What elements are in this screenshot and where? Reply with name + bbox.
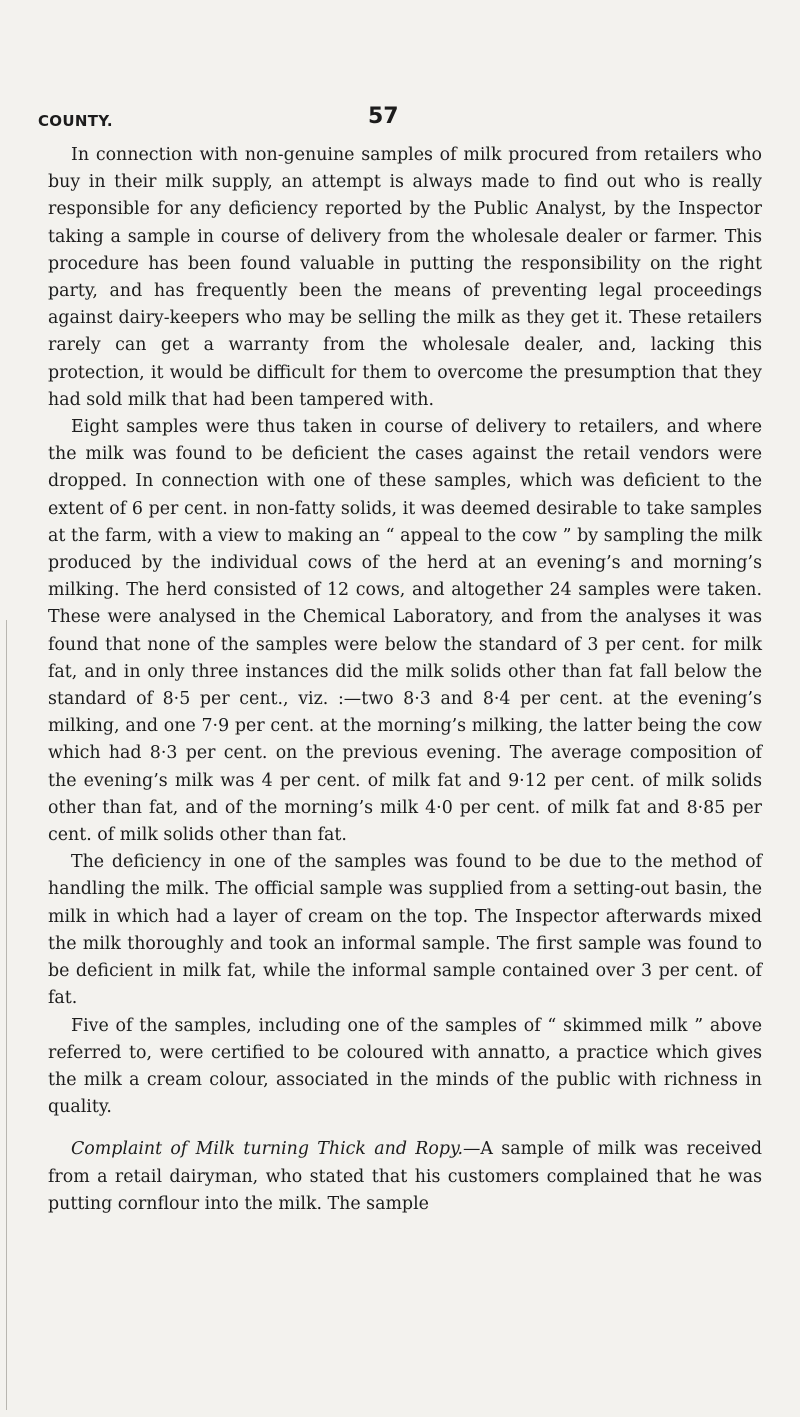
paragraph-handling-deficiency: The deficiency in one of the samples was found to be due to the method of handling the milk. The official sample was supplied from a setting-out basin, the milk in which had a layer of cream on the top. The Inspector afterwards mixed the milk thoroughly and took an informal sample. The first sample was found to be deficient in milk fat, while the informal sample contained over 3 per cent. of fat. bbox=[48, 852, 762, 1009]
page-edge-shadow bbox=[6, 620, 7, 1410]
body-text bbox=[48, 142, 762, 1218]
section-complaint bbox=[48, 1136, 762, 1218]
running-header bbox=[38, 104, 762, 132]
paragraph-retailer-samples: In connection with non-genuine samples of milk procured from retailers who buy in their milk supply, an attempt is always made to find out who is really responsible for any deficiency reported by the Public Analyst, by the Inspector taking a sample in course of delivery from the wholesale dealer or farmer. This procedure has been found valuable in putting the responsibility on the right party, and has frequently been the means of preventing legal proceedings against dairy-keepers who may be selling the milk as they get it. These retailers rarely can get a warranty from the wholesale dealer, and, lacking this protection, it would be difficult for them to overcome the presumption that they had sold milk that had been tampered with. bbox=[48, 145, 762, 410]
section-heading: Complaint of Milk turning Thick and Ropy. bbox=[71, 1139, 464, 1160]
section-text: —A sample of milk was received from a retail dairyman, who stated that his customers complained that he was putting cornflour into the milk. The sample bbox=[48, 1139, 762, 1214]
running-title: COUNTY. bbox=[38, 112, 113, 130]
paragraph-annatto: Five of the samples, including one of the samples of “ skimmed milk ” above referred to, were certified to be coloured with annatto, a practice which gives the milk a cream colour, associated in the minds of the public with richness in quality. bbox=[48, 1015, 762, 1118]
paragraph-eight-samples: Eight samples were thus taken in course of delivery to retailers, and where the milk was found to be deficient the cases against the retail vendors were dropped. In connection with one of these samples, which was deficient to the extent of 6 per cent. in non-fatty solids, it was deemed desirable to take samples at the farm, with a view to making an “ appeal to the cow ” by sampling the milk produced by the individual cows of the herd at an evening’s and morning’s milking. The herd consisted of 12 cows, and altogether 24 samples were taken. These were analysed in the Chemical Laboratory, and from the analyses it was found that none of the samples were below the standard of 3 per cent. for milk fat, and in only three instances did the milk solids other than fat fall below the standard of 8·5 per cent., viz. :—two 8·3 and 8·4 per cent. at the evening’s milking, and one 7·9 per cent. at the morning’s milking, the latter being the cow which had 8·3 per cent. on the previous evening. The average composition of the evening’s milk was 4 per cent. of milk fat and 9·12 per cent. of milk solids other than fat, and of the morning’s milk 4·0 per cent. of milk fat and 8·85 per cent. of milk solids other than fat. bbox=[48, 417, 762, 846]
page-number: 57 bbox=[368, 104, 399, 129]
